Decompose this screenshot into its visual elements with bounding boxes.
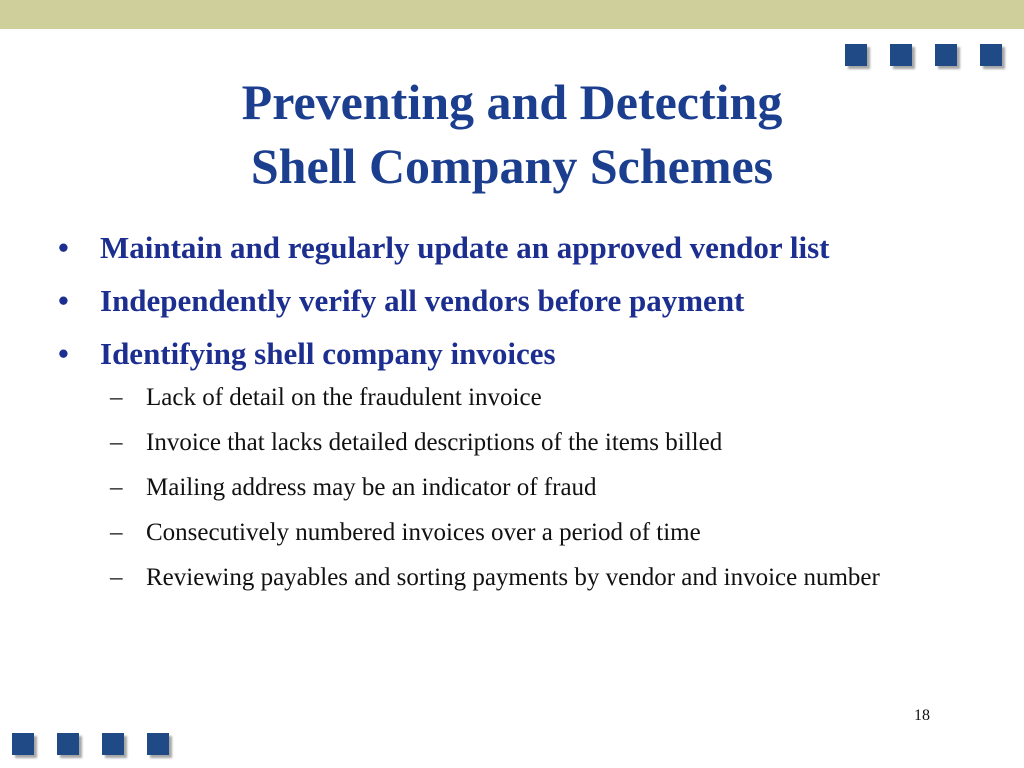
bullet-text: Maintain and regularly update an approved vendor list [100,230,830,265]
top-decorative-band [0,0,1024,29]
decorative-square [890,44,912,66]
bullet-item [58,228,988,268]
bullet-item [58,281,988,321]
slide-title [0,70,1024,198]
bullet-marker: • [58,283,69,318]
decorative-square [147,733,169,755]
bullet-text: Identifying shell company invoices [100,336,556,371]
slide-title-line-2: Shell Company Schemes [250,138,774,194]
sub-bullet-item [110,560,940,596]
sub-bullet-marker: – [110,384,123,411]
sub-bullet-text: Invoice that lacks detailed descriptions of the items billed [146,429,723,456]
sub-bullet-list [110,380,988,596]
sub-bullet-marker: – [110,564,123,591]
decorative-square [102,733,124,755]
sub-bullet-item [110,515,940,551]
decorative-square [980,44,1002,66]
slide-content [58,228,988,605]
decorative-square [57,733,79,755]
sub-bullet-marker: – [110,519,123,546]
sub-bullet-text: Lack of detail on the fraudulent invoice [146,384,542,411]
sub-bullet-text: Consecutively numbered invoices over a period of time [146,519,701,546]
top-square-decoration [845,44,1002,66]
bullet-marker: • [58,336,69,371]
sub-bullet-marker: – [110,474,123,501]
slide-title-line-1: Preventing and Detecting [241,74,783,130]
sub-bullet-item [110,380,940,416]
bottom-square-decoration [12,733,169,755]
sub-bullet-marker: – [110,429,123,456]
decorative-square [12,733,34,755]
sub-bullet-item [110,470,940,506]
bullet-item [58,334,988,374]
sub-bullet-item [110,425,940,461]
decorative-square [845,44,867,66]
decorative-square [935,44,957,66]
bullet-marker: • [58,230,69,265]
sub-bullet-text: Reviewing payables and sorting payments by vendor and invoice number [146,564,880,591]
page-number: 18 [914,707,930,724]
sub-bullet-text: Mailing address may be an indicator of fraud [146,474,597,501]
bullet-text: Independently verify all vendors before payment [100,283,745,318]
